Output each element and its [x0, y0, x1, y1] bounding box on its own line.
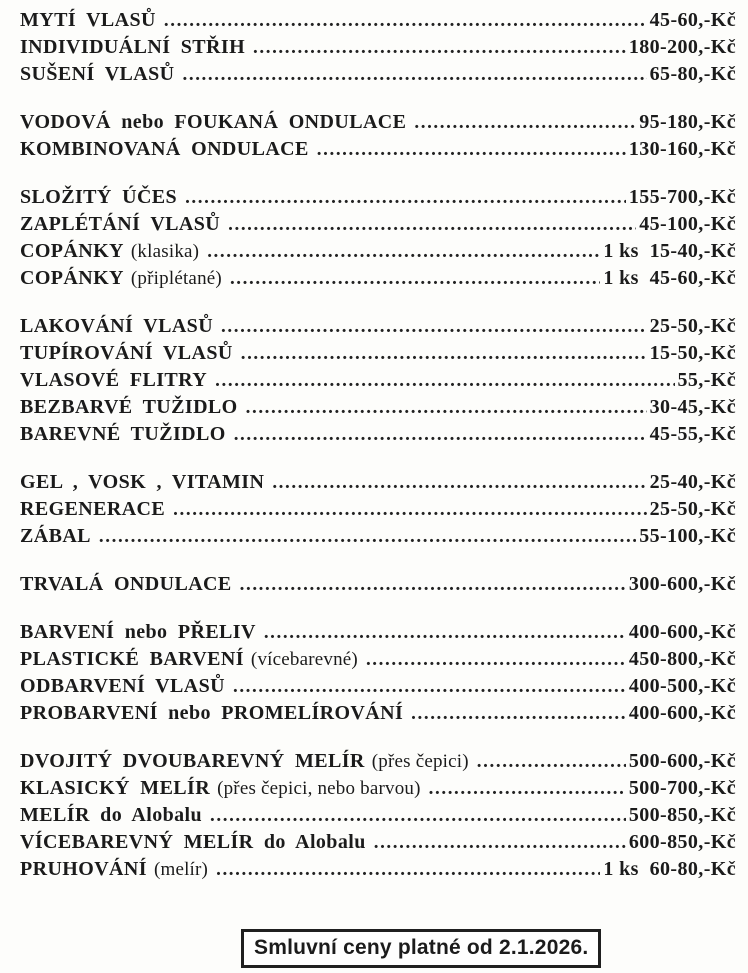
service-price: 300-600,-Kč: [628, 573, 736, 595]
price-group: [20, 748, 736, 883]
service-price: 180-200,-Kč: [628, 36, 736, 58]
price-list-row: [20, 394, 736, 421]
service-label: BARVENÍ nebo PŘELIV: [20, 621, 256, 643]
price-list-row: [20, 748, 736, 775]
service-note: (přes čepici, nebo barvou): [217, 778, 421, 799]
price-group: [20, 109, 736, 163]
service-label: REGENERACE: [20, 498, 166, 520]
service-label: COPÁNKY: [20, 240, 124, 262]
service-label: GEL , VOSK , VITAMIN: [20, 471, 265, 493]
service-label: MYTÍ VLASŮ: [20, 9, 156, 31]
dot-leader: [185, 184, 626, 212]
price-group: [20, 469, 736, 550]
service-price: 45-55,-Kč: [649, 423, 736, 445]
price-group: [20, 313, 736, 448]
service-price: 400-500,-Kč: [628, 675, 736, 697]
service-price: 1 ks 60-80,-Kč: [603, 858, 736, 880]
service-price: 65-80,-Kč: [649, 63, 736, 85]
price-list-row: [20, 211, 736, 238]
service-label: PROBARVENÍ nebo PROMELÍROVÁNÍ: [20, 702, 404, 724]
service-price: 95-180,-Kč: [639, 111, 736, 133]
dot-leader: [240, 571, 626, 599]
service-price: 400-600,-Kč: [628, 621, 736, 643]
service-label: PLASTICKÉ BARVENÍ: [20, 648, 244, 670]
service-price: 400-600,-Kč: [628, 702, 736, 724]
service-label: VODOVÁ nebo FOUKANÁ ONDULACE: [20, 111, 407, 133]
dot-leader: [173, 496, 647, 524]
dot-leader: [216, 856, 600, 884]
dot-leader: [228, 211, 636, 239]
dot-leader: [414, 109, 636, 137]
validity-note: Smluvní ceny platné od 2.1.2026.: [254, 936, 589, 959]
service-note: (připlétané): [130, 268, 222, 289]
price-list-row: [20, 469, 736, 496]
service-price: 25-40,-Kč: [649, 471, 736, 493]
service-label: SLOŽITÝ ÚČES: [20, 186, 178, 208]
footer: [20, 929, 736, 968]
price-list-row: [20, 829, 736, 856]
price-list-row: [20, 136, 736, 163]
service-price: 1 ks 15-40,-Kč: [603, 240, 736, 262]
service-note: (klasika): [130, 241, 200, 262]
service-label: INDIVIDUÁLNÍ STŘIH: [20, 36, 246, 58]
price-list-row: [20, 238, 736, 265]
service-label: DVOJITÝ DVOUBAREVNÝ MELÍR: [20, 750, 365, 772]
price-list: [20, 7, 736, 883]
dot-leader: [374, 829, 626, 857]
price-list-row: [20, 646, 736, 673]
service-label: MELÍR do Alobalu: [20, 804, 203, 826]
price-list-row: [20, 673, 736, 700]
service-price: 155-700,-Kč: [628, 186, 736, 208]
dot-leader: [477, 748, 626, 776]
service-price: 500-700,-Kč: [628, 777, 736, 799]
price-group: [20, 7, 736, 88]
dot-leader: [366, 646, 626, 674]
dot-leader: [215, 367, 674, 395]
service-label: BAREVNÉ TUŽIDLO: [20, 423, 226, 445]
service-price: 1 ks 45-60,-Kč: [603, 267, 736, 289]
dot-leader: [241, 340, 647, 368]
dot-leader: [221, 313, 647, 341]
price-list-row: [20, 7, 736, 34]
price-group: [20, 571, 736, 598]
service-price: 25-50,-Kč: [649, 498, 736, 520]
service-price: 500-600,-Kč: [628, 750, 736, 772]
price-list-row: [20, 496, 736, 523]
service-price: 130-160,-Kč: [628, 138, 736, 160]
dot-leader: [246, 394, 647, 422]
service-label: KOMBINOVANÁ ONDULACE: [20, 138, 309, 160]
price-list-row: [20, 313, 736, 340]
price-list-row: [20, 184, 736, 211]
dot-leader: [164, 7, 647, 35]
price-list-row: [20, 775, 736, 802]
dot-leader: [233, 673, 626, 701]
price-list-row: [20, 802, 736, 829]
service-price: 25-50,-Kč: [649, 315, 736, 337]
validity-note-box: [241, 929, 601, 968]
service-price: 450-800,-Kč: [628, 648, 736, 670]
price-list-row: [20, 700, 736, 727]
service-price: 45-100,-Kč: [639, 213, 736, 235]
dot-leader: [234, 421, 647, 449]
service-label: ZAPLÉTÁNÍ VLASŮ: [20, 213, 221, 235]
dot-leader: [230, 265, 600, 293]
service-price: 45-60,-Kč: [649, 9, 736, 31]
service-price: 55-100,-Kč: [639, 525, 736, 547]
service-price: 15-50,-Kč: [649, 342, 736, 364]
dot-leader: [317, 136, 626, 164]
dot-leader: [272, 469, 646, 497]
service-label: KLASICKÝ MELÍR: [20, 777, 211, 799]
price-group: [20, 619, 736, 727]
service-price: 600-850,-Kč: [628, 831, 736, 853]
price-list-row: [20, 34, 736, 61]
service-label: TUPÍROVÁNÍ VLASŮ: [20, 342, 233, 364]
service-label: VLASOVÉ FLITRY: [20, 369, 208, 391]
price-list-row: [20, 367, 736, 394]
price-list-row: [20, 61, 736, 88]
service-label: TRVALÁ ONDULACE: [20, 573, 232, 595]
dot-leader: [411, 700, 626, 728]
dot-leader: [264, 619, 626, 647]
dot-leader: [429, 775, 626, 803]
dot-leader: [210, 802, 626, 830]
dot-leader: [207, 238, 600, 266]
service-label: LAKOVÁNÍ VLASŮ: [20, 315, 214, 337]
service-label: SUŠENÍ VLASŮ: [20, 63, 175, 85]
price-list-row: [20, 856, 736, 883]
service-label: VÍCEBAREVNÝ MELÍR do Alobalu: [20, 831, 366, 853]
service-price: 55,-Kč: [677, 369, 736, 391]
service-price: 500-850,-Kč: [628, 804, 736, 826]
service-note: (přes čepici): [371, 751, 469, 772]
service-note: (melír): [153, 859, 209, 880]
price-list-row: [20, 523, 736, 550]
price-list-row: [20, 421, 736, 448]
service-price: 30-45,-Kč: [649, 396, 736, 418]
service-label: PRUHOVÁNÍ: [20, 858, 147, 880]
dot-leader: [183, 61, 647, 89]
price-list-row: [20, 109, 736, 136]
service-note: (vícebarevné): [250, 649, 358, 670]
service-label: BEZBARVÉ TUŽIDLO: [20, 396, 238, 418]
price-group: [20, 184, 736, 292]
price-list-row: [20, 571, 736, 598]
service-label: ZÁBAL: [20, 525, 91, 547]
price-list-row: [20, 340, 736, 367]
service-label: ODBARVENÍ VLASŮ: [20, 675, 225, 697]
service-label: COPÁNKY: [20, 267, 124, 289]
price-list-row: [20, 265, 736, 292]
price-list-row: [20, 619, 736, 646]
dot-leader: [253, 34, 626, 62]
dot-leader: [99, 523, 636, 551]
